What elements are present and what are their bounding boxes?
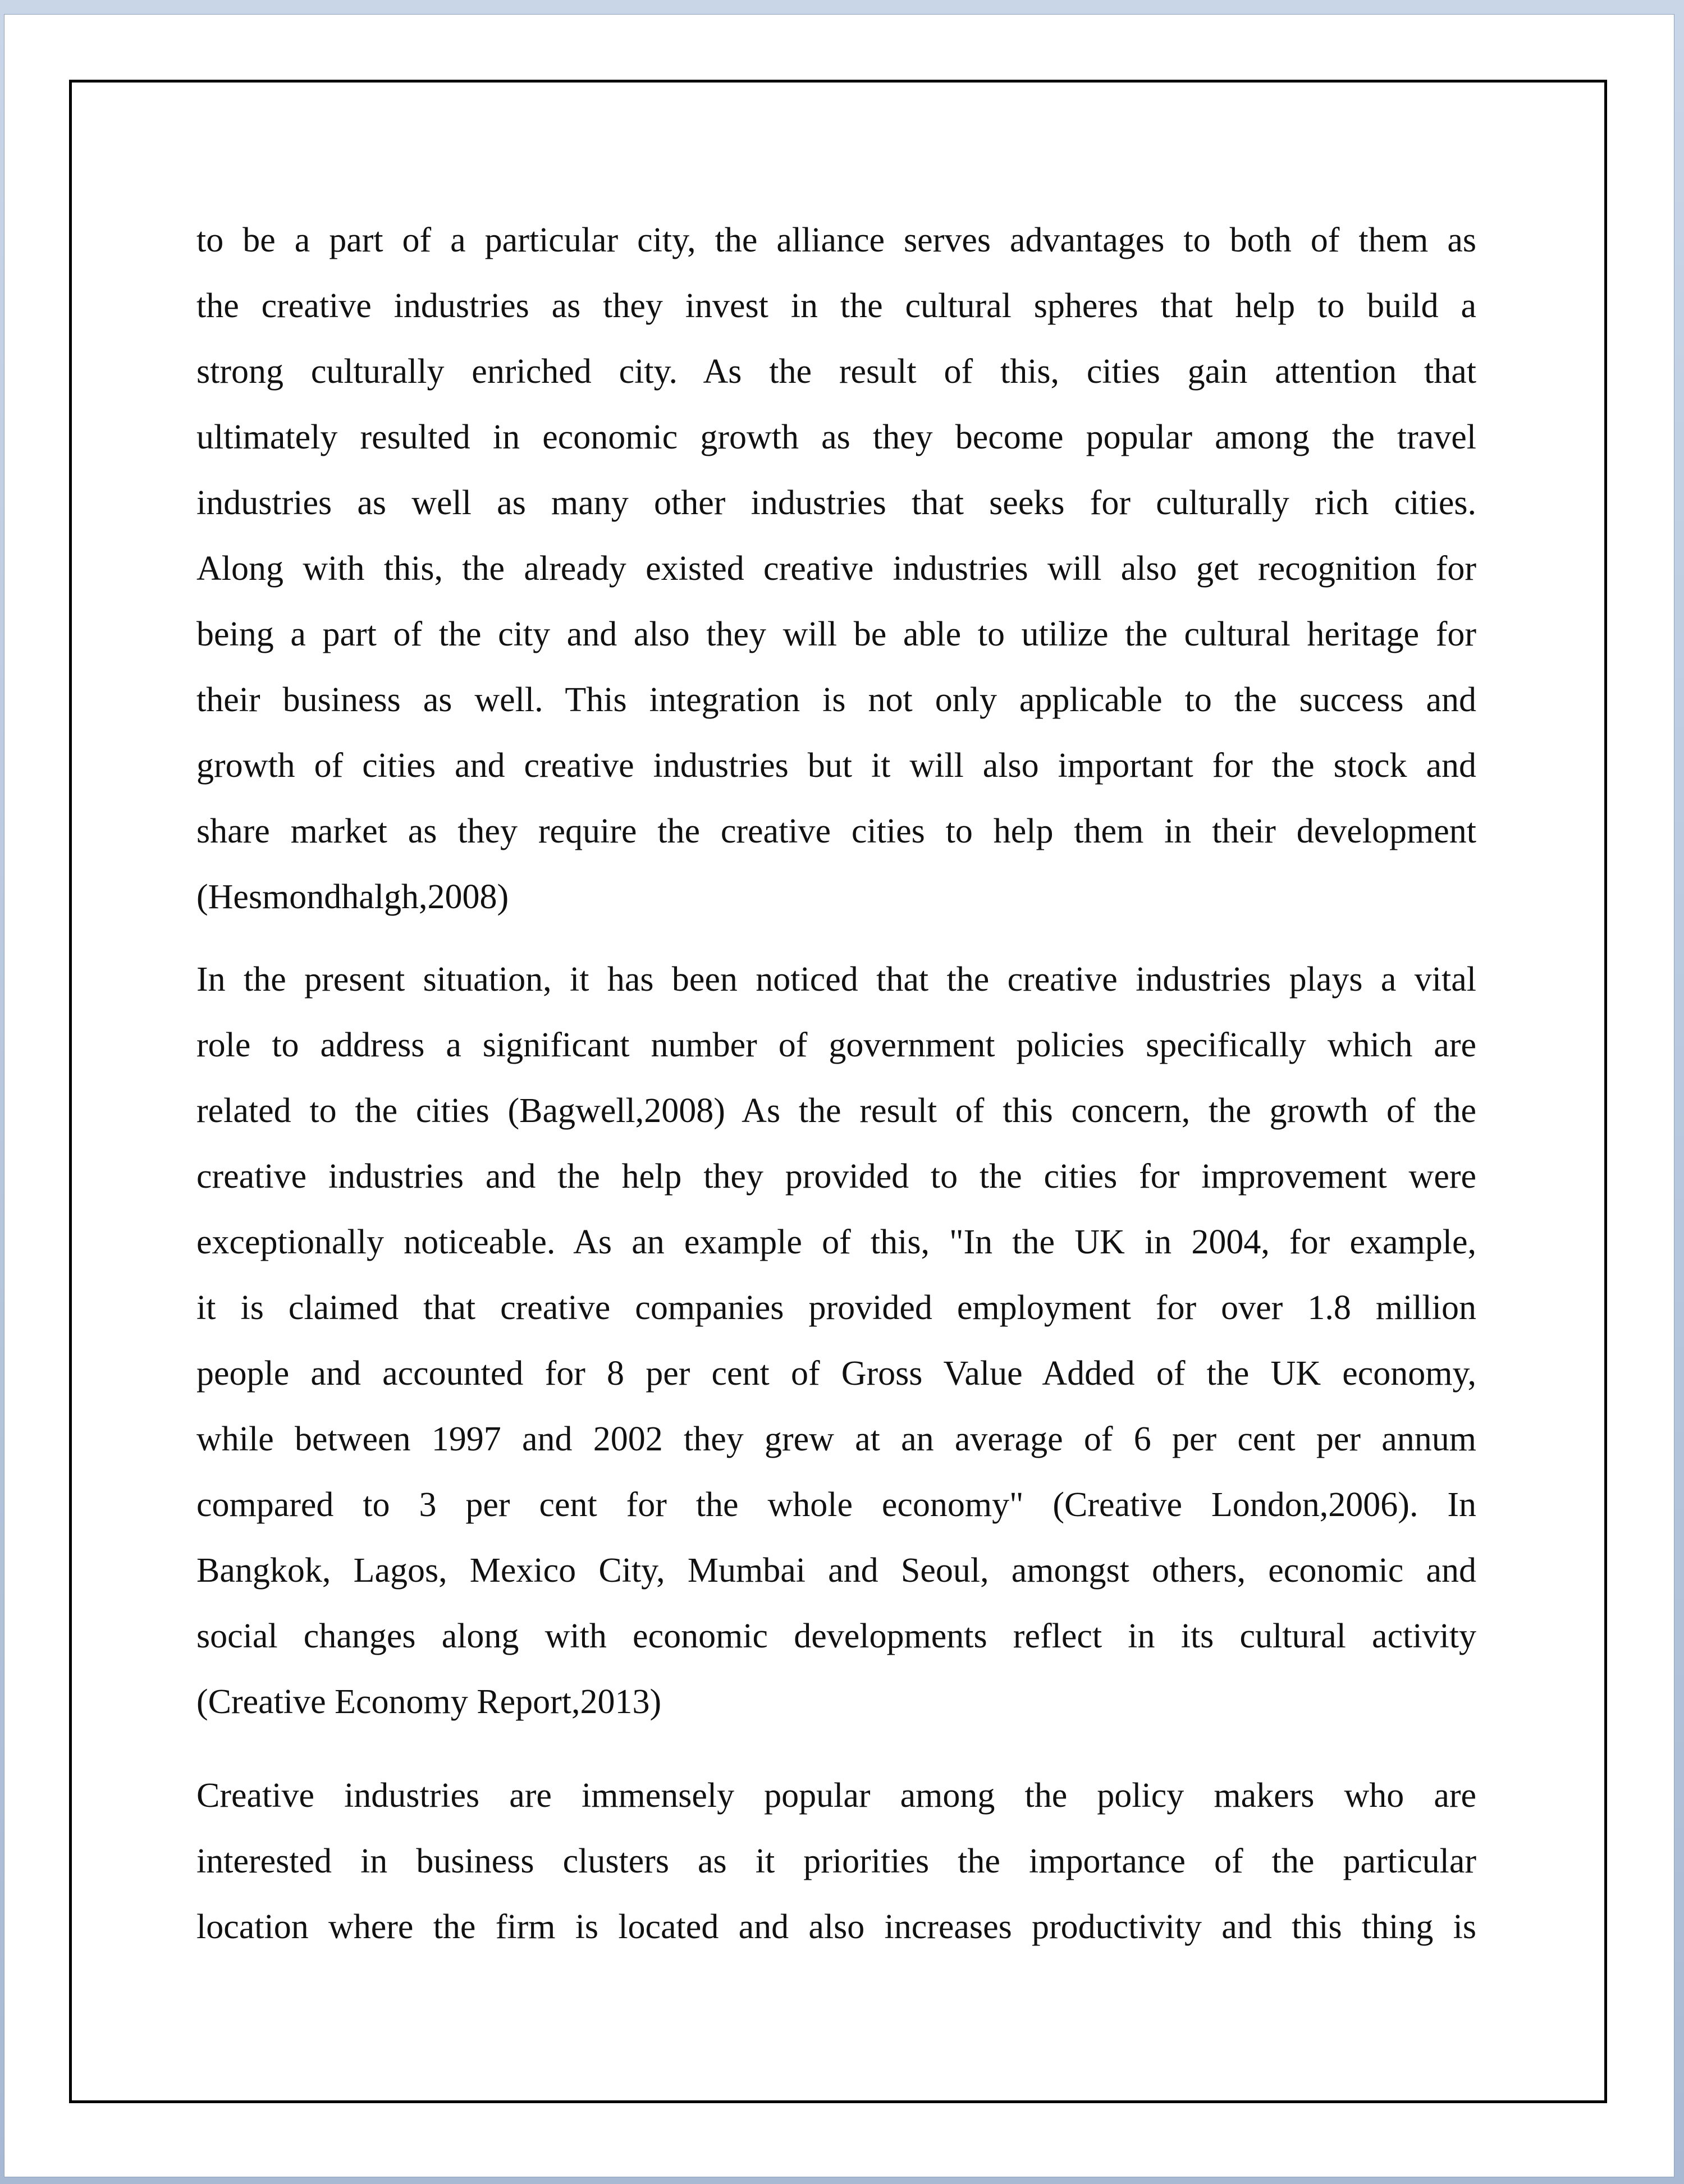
paragraph-2 [196,947,1476,1735]
text-line: it is claimed that creative companies provided employment for over 1.8 million [196,1289,1476,1327]
text-line: share market as they require the creative cities to help them in their development [196,812,1476,850]
text-line: ultimately resulted in economic growth as they become popular among the travel [196,418,1476,456]
paragraph-3 [196,1763,1476,1960]
text-line: (Hesmondhalgh,2008) [196,878,509,916]
text-line: while between 1997 and 2002 they grew at an average of 6 per cent per annum [196,1420,1476,1458]
text-line: exceptionally noticeable. As an example of this, "In the UK in 2004, for example, [196,1223,1476,1261]
text-line: strong culturally enriched city. As the result of this, cities gain attention that [196,352,1476,391]
text-line: Creative industries are immensely popular among the policy makers who are [196,1776,1476,1815]
text-line: location where the firm is located and also increases productivity and this thing is [196,1908,1476,1946]
text-line: growth of cities and creative industries but it will also important for the stock and [196,747,1476,785]
text-line: role to address a significant number of government policies specifically which are [196,1026,1476,1064]
text-line: related to the cities (Bagwell,2008) As the result of this concern, the growth of the [196,1092,1476,1130]
text-line: their business as well. This integration is not only applicable to the success and [196,681,1476,719]
text-line: Along with this, the already existed creative industries will also get recognition for [196,550,1476,588]
text-line: compared to 3 per cent for the whole economy" (Creative London,2006). In [196,1486,1476,1524]
text-line: social changes along with economic developments reflect in its cultural activity [196,1617,1476,1655]
text-line: people and accounted for 8 per cent of Gross Value Added of the UK economy, [196,1354,1476,1393]
text-line: creative industries and the help they provided to the cities for improvement were [196,1157,1476,1196]
text-line: Bangkok, Lagos, Mexico City, Mumbai and Seoul, amongst others, economic and [196,1551,1476,1590]
text-line: the creative industries as they invest in the cultural spheres that help to build a [196,287,1476,325]
document-body[interactable] [196,208,1476,1960]
text-line: interested in business clusters as it priorities the importance of the particular [196,1842,1476,1880]
text-line: In the present situation, it has been noticed that the creative industries plays a vital [196,960,1476,999]
text-line: to be a part of a particular city, the alliance serves advantages to both of them as [196,221,1476,259]
paragraph-1 [196,208,1476,930]
text-line: being a part of the city and also they will be able to utilize the cultural heritage for [196,615,1476,653]
text-line: (Creative Economy Report,2013) [196,1683,662,1721]
text-line: industries as well as many other industries that seeks for culturally rich cities. [196,484,1476,522]
